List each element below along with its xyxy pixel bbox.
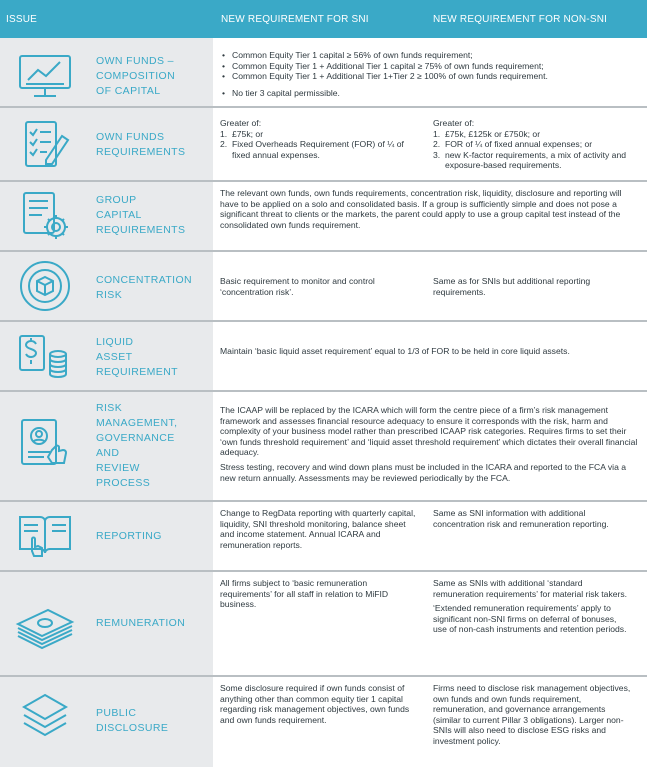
row-left-cell <box>0 322 213 390</box>
non-sni-remuneration-text: Same as SNIs with additional ‘standard remuneration requirements’ for material risk takers. ‘Extended remuneration requirements’ apply to significant non-SNI firms on deferral of bonuses, use of non-cash instruments and retention periods. <box>433 578 628 635</box>
sni-disclosure-text: Some disclosure required if own funds consist of anything other than common equity tier 1 capital regarding risk management objectives, own funds and own funds requirement. <box>220 683 410 725</box>
bullet-item: • No tier 3 capital permissible. <box>220 88 640 99</box>
non-sni-own-funds-text: Greater of: £75k, £125k or £750k; or FOR of ¼ of fixed annual expenses; or new K-factor requirements, a mix of activity and exposure-based requirements. <box>433 118 643 171</box>
row-left-cell <box>0 108 213 180</box>
risk-management-text: The ICAAP will be replaced by the ICARA which will form the centre piece of a firm’s risk management framework and assesses financial resource adequacy to ensure it corresponds with the risk, harm and complexity of your business model rather than prescribed ICAAP risk categories. Requires firms to set their ‘own funds threshold requirement’ and ‘liquid asset threshold requirement’ which dictates their overall financial adequacy. Stress testing, recovery and wind down plans must be included in the ICARA and reported to the FCA via a new return annually. Assessments may be reviewed periodically by the FCA. <box>220 405 638 483</box>
header-sni: NEW REQUIREMENT FOR SNI <box>221 14 369 25</box>
row-left-cell <box>0 392 213 500</box>
row-label: OWN FUNDS – COMPOSITION OF CAPITAL <box>96 55 176 97</box>
row-liquid-asset <box>0 322 647 390</box>
row-label: GROUP CAPITAL REQUIREMENTS <box>96 194 186 236</box>
row-left-cell <box>0 182 213 250</box>
row-right-cell <box>213 108 647 180</box>
non-sni-reporting-text: Same as SNI information with additional concentration risk and remuneration reporting. <box>433 508 609 529</box>
row-right-cell <box>213 572 647 675</box>
own-funds-bullets <box>220 50 640 98</box>
header-non-sni: NEW REQUIREMENT FOR NON-SNI <box>433 14 608 25</box>
list-item: FOR of ¼ of fixed annual expenses; or <box>445 139 593 150</box>
row-left-cell <box>0 38 213 106</box>
row-left-cell <box>0 252 213 320</box>
monitor-chart-icon <box>14 44 76 102</box>
bullet-item: • Common Equity Tier 1 capital ≥ 56% of own funds requirement; <box>220 50 640 61</box>
table-header <box>0 0 647 38</box>
row-left-cell <box>0 677 213 767</box>
profile-hand-icon <box>14 414 76 472</box>
sni-concentration-text: Basic requirement to monitor and control ‘concentration risk’. <box>220 276 375 297</box>
row-risk-management <box>0 392 647 500</box>
checklist-pen-icon <box>14 116 76 174</box>
cash-stack-icon <box>14 594 76 652</box>
row-right-cell <box>213 252 647 320</box>
row-concentration-risk <box>0 252 647 320</box>
row-own-funds-composition <box>0 38 647 106</box>
bullet-item: • Common Equity Tier 1 + Additional Tier 1 capital ≥ 75% of own funds requirement; <box>220 61 640 72</box>
row-label: CONCENTRATION RISK <box>96 274 193 301</box>
list-item: new K-factor requirements, a mix of activity and exposure-based requirements. <box>445 149 627 171</box>
list-item: £75k, £125k or £750k; or <box>445 128 541 139</box>
open-book-hand-icon <box>14 507 76 565</box>
row-label: LIQUID ASSET REQUIREMENT <box>96 336 178 378</box>
document-gear-icon <box>14 187 76 245</box>
liquid-asset-text: Maintain ‘basic liquid asset requirement’ equal to 1/3 of FOR to be held in core liquid assets. <box>220 346 570 356</box>
dollar-coins-icon <box>14 328 76 386</box>
row-left-cell <box>0 502 213 570</box>
row-right-cell <box>213 322 647 390</box>
row-right-cell <box>213 38 647 106</box>
list-item: Fixed Overheads Requirement (FOR) of ¼ of fixed annual expenses. <box>232 139 404 160</box>
bullet-item: • Common Equity Tier 1 + Additional Tier 1+Tier 2 ≥ 100% of own funds requirement. <box>220 71 640 82</box>
row-label: RISK MANAGEMENT, GOVERNANCE AND REVIEW PROCESS <box>96 402 178 489</box>
row-right-cell <box>213 677 647 767</box>
non-sni-disclosure-text: Firms need to disclose risk management objectives, own funds and own funds requirement, remuneration, and governance arrangements (similar to current Pillar 3 obligations). Larger non-SNIs will also need to disclose ESG risks and investment policy. <box>433 683 631 746</box>
non-sni-concentration-text: Same as for SNIs but additional reporting requirements. <box>433 276 591 297</box>
row-public-disclosure <box>0 677 647 767</box>
row-left-cell <box>0 572 213 675</box>
row-right-cell <box>213 502 647 570</box>
row-right-cell <box>213 182 647 250</box>
row-label: PUBLIC DISCLOSURE <box>96 707 169 734</box>
group-capital-text: The relevant own funds, own funds requirements, concentration risk, liquidity, disclosure and reporting will have to be applied on a solo and consolidated basis. If a group is sufficiently simple and does not pose a significant threat to clients or the markets, the parent could apply to use a group capital test instead of the consolidated own funds requirement. <box>220 188 622 230</box>
row-group-capital <box>0 182 647 250</box>
header-issue: ISSUE <box>6 14 38 25</box>
row-reporting <box>0 502 647 570</box>
layers-icon <box>14 689 76 747</box>
sni-own-funds-text: Greater of: £75k; or Fixed Overheads Requirement (FOR) of ¼ of fixed annual expenses. <box>220 118 420 160</box>
row-label: REMUNERATION <box>96 617 186 629</box>
sni-reporting-text: Change to RegData reporting with quarterly capital, liquidity, SNI threshold monitoring, balance sheet and income statement. Annual ICARA and remuneration reports. <box>220 508 416 550</box>
row-remuneration <box>0 572 647 675</box>
sni-remuneration-text: All firms subject to ‘basic remuneration requirements’ for all staff in relation to MiFID business. <box>220 578 389 610</box>
list-item: £75k; or <box>232 128 264 139</box>
row-label: REPORTING <box>96 530 162 542</box>
row-label: OWN FUNDS REQUIREMENTS <box>96 131 186 158</box>
row-right-cell <box>213 392 647 500</box>
row-own-funds-requirements <box>0 108 647 180</box>
target-cube-icon <box>14 257 76 315</box>
